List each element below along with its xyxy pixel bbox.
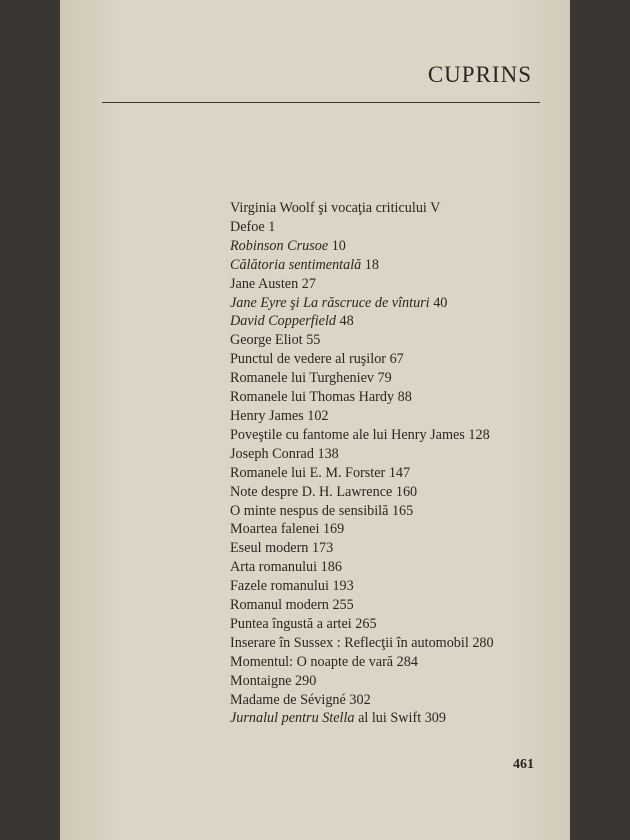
toc-entry: [230, 709, 550, 728]
toc-entry: [230, 577, 550, 596]
toc-entry: [230, 312, 550, 331]
toc-entry: [230, 615, 550, 634]
toc-entry-title: Montaigne: [230, 672, 292, 689]
toc-entry: [230, 558, 550, 577]
toc-entry-page: 79: [377, 370, 392, 387]
toc-entry: [230, 502, 550, 521]
toc-entry-page: 67: [389, 351, 404, 368]
toc-entry-page: 40: [433, 294, 448, 311]
toc-entry-title: O minte nespus de sensibilă: [230, 502, 389, 519]
toc-entry-page: 169: [322, 521, 345, 538]
toc-entry-page: 147: [388, 464, 411, 481]
page-title: CUPRINS: [427, 62, 532, 87]
toc-entry-page: 88: [397, 389, 412, 406]
toc-entry-title: Eseul modern: [230, 540, 309, 557]
toc-entry: [230, 596, 550, 615]
toc-entry-page: 255: [332, 597, 354, 614]
toc-entry-title: Poveştile cu fantome ale lui Henry James: [230, 426, 465, 443]
toc-entry-page: 309: [424, 710, 446, 727]
table-of-contents: [230, 199, 550, 728]
toc-entry-title: Jane Eyre şi La răscruce de vînturi: [230, 294, 430, 311]
page-number: 461: [513, 757, 534, 772]
toc-entry-title: Henry James: [230, 407, 304, 424]
title-rule: [102, 102, 540, 103]
toc-entry-page: 138: [317, 445, 339, 462]
toc-entry: [230, 388, 550, 407]
toc-entry-title: Note despre D. H. Lawrence: [230, 483, 393, 500]
toc-entry-page: 18: [364, 256, 379, 273]
toc-entry-title: Inserare în Sussex : Reflecţii în automobil: [230, 634, 469, 651]
toc-entry-page: 128: [468, 426, 490, 443]
book-page: [60, 0, 570, 840]
toc-entry-title: Moartea falenei: [230, 521, 320, 538]
toc-entry-title: Virginia Woolf şi vocaţia criticului: [230, 200, 427, 216]
toc-entry-title: Madame de Sévigné: [230, 691, 346, 708]
toc-entry-page: 160: [395, 483, 418, 500]
toc-entry: [230, 539, 550, 558]
toc-entry-page: 284: [396, 653, 418, 670]
toc-entry: [230, 445, 550, 464]
toc-entry: [230, 331, 550, 350]
toc-entry-title: Punctul de vedere al ruşilor: [230, 351, 387, 368]
toc-entry: [230, 237, 550, 256]
toc-entry-page: 290: [295, 672, 317, 689]
toc-entry-title: Puntea îngustă a artei: [230, 615, 352, 632]
toc-entry-page: 302: [349, 691, 371, 708]
toc-entry-page: 27: [301, 275, 316, 292]
toc-entry-title: Defoe: [230, 218, 265, 235]
toc-entry-title: David Copperfield: [230, 313, 336, 330]
toc-entry-title: Joseph Conrad: [230, 445, 314, 462]
toc-entry-title: Romanul modern: [230, 597, 329, 614]
toc-entry-title: Romanele lui Turgheniev: [230, 370, 374, 387]
toc-entry-page: 165: [391, 502, 414, 519]
toc-entry-page: 265: [355, 615, 377, 632]
toc-entry-page: 193: [332, 578, 354, 595]
toc-entry: [230, 275, 550, 294]
toc-entry: [230, 407, 550, 426]
toc-entry: [230, 256, 550, 275]
toc-entry: [230, 483, 550, 502]
toc-entry-page: 102: [307, 407, 329, 424]
toc-entry-title: George Eliot: [230, 332, 303, 349]
toc-entry-page: 10: [331, 237, 346, 254]
toc-entry-page: 280: [472, 634, 494, 651]
toc-entry-title: Călătoria sentimentală: [230, 256, 362, 273]
toc-entry: [230, 520, 550, 539]
toc-entry: [230, 672, 550, 691]
toc-entry-page: 55: [306, 332, 321, 349]
toc-entry-page: 186: [320, 559, 342, 576]
toc-entry: [230, 294, 550, 313]
toc-entry-page: V: [430, 200, 441, 216]
toc-entry-title-suffix: al lui Swift: [354, 710, 422, 727]
toc-entry: [230, 691, 550, 710]
toc-entry-page: 1: [268, 218, 276, 235]
toc-entry: [230, 199, 550, 218]
toc-entry-title: Robinson Crusoe: [230, 237, 329, 254]
toc-entry-title: Romanele lui E. M. Forster: [230, 464, 386, 481]
toc-entry-page: 48: [339, 313, 354, 330]
toc-entry: [230, 350, 550, 369]
toc-entry-title: Arta romanului: [230, 559, 318, 576]
toc-entry-title: Jane Austen: [230, 275, 299, 292]
toc-entry-page: 173: [311, 540, 334, 557]
toc-entry: [230, 426, 550, 445]
toc-entry-title: Fazele romanului: [230, 578, 329, 595]
toc-entry-title: Jurnalul pentru Stella: [230, 710, 355, 727]
toc-entry: [230, 369, 550, 388]
toc-entry: [230, 218, 550, 237]
toc-entry-title: Romanele lui Thomas Hardy: [230, 389, 395, 406]
toc-entry: [230, 464, 550, 483]
toc-entry: [230, 653, 550, 672]
toc-entry-title: Momentul: O noapte de vară: [230, 653, 394, 670]
toc-entry: [230, 634, 550, 653]
